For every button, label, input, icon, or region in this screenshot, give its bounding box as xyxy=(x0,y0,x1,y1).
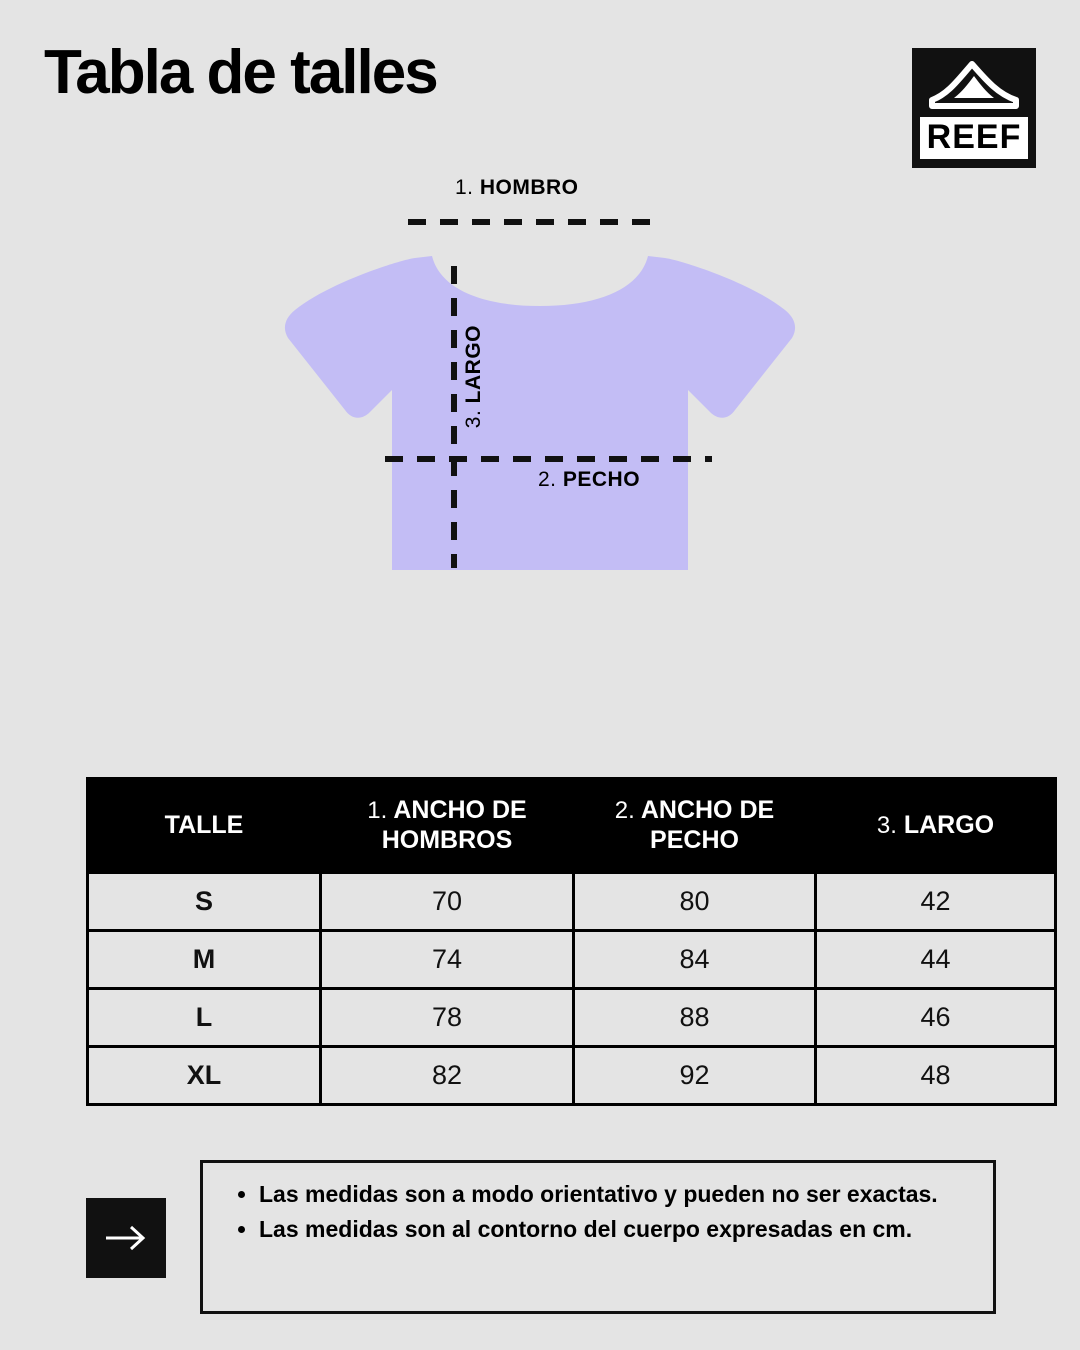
notes-box xyxy=(200,1160,996,1314)
diagram-label-shoulder-text: HOMBRO xyxy=(479,176,579,199)
cell-hombros: 82 xyxy=(321,1047,574,1105)
column-header-largo-text: LARGO xyxy=(903,810,995,839)
tshirt-diagram xyxy=(0,170,1080,610)
arrow-badge xyxy=(86,1198,166,1278)
cell-hombros: 70 xyxy=(321,873,574,931)
page-title: Tabla de talles xyxy=(44,38,437,107)
table-row xyxy=(88,931,1056,989)
table-row xyxy=(88,989,1056,1047)
column-header-talle xyxy=(88,779,321,873)
cell-talle: XL xyxy=(88,1047,321,1105)
cell-talle: M xyxy=(88,931,321,989)
column-header-largo-number: 3. xyxy=(876,811,897,839)
arrow-right-icon xyxy=(103,1223,149,1253)
tshirt-illustration xyxy=(0,170,1080,610)
cell-largo: 46 xyxy=(816,989,1056,1047)
column-header-ancho-pecho xyxy=(574,779,816,873)
cell-largo: 48 xyxy=(816,1047,1056,1105)
reef-mountain-icon xyxy=(928,54,1020,110)
column-header-ancho-hombros xyxy=(321,779,574,873)
cell-hombros: 78 xyxy=(321,989,574,1047)
diagram-label-length-text: LARGO xyxy=(462,325,485,404)
table-row xyxy=(88,873,1056,931)
diagram-label-shoulder xyxy=(455,176,579,200)
column-header-ancho-hombros-text: ANCHO DE HOMBROS xyxy=(381,796,527,854)
column-header-talle-text: TALLE xyxy=(164,810,244,839)
note-item: • Las medidas son a modo orientativo y pueden no ser exactas. xyxy=(259,1179,971,1210)
cell-largo: 44 xyxy=(816,931,1056,989)
diagram-label-chest-text: PECHO xyxy=(562,468,641,491)
column-header-ancho-hombros-number: 1. xyxy=(367,797,388,824)
cell-pecho: 88 xyxy=(574,989,816,1047)
cell-pecho: 84 xyxy=(574,931,816,989)
cell-pecho: 92 xyxy=(574,1047,816,1105)
column-header-largo xyxy=(816,779,1056,873)
diagram-label-shoulder-number: 1. xyxy=(455,176,474,199)
cell-hombros: 74 xyxy=(321,931,574,989)
column-header-ancho-pecho-text: ANCHO DE PECHO xyxy=(640,796,775,854)
brand-wordmark: REEF xyxy=(917,114,1032,162)
table-row xyxy=(88,1047,1056,1105)
column-header-ancho-pecho-number: 2. xyxy=(614,797,635,824)
diagram-label-length-number: 3. xyxy=(462,409,485,429)
brand-logo xyxy=(912,48,1036,168)
table-header-row xyxy=(88,779,1056,873)
diagram-label-length xyxy=(462,325,486,428)
cell-talle: L xyxy=(88,989,321,1047)
size-table xyxy=(86,777,1057,1106)
diagram-label-chest xyxy=(538,468,640,492)
diagram-label-chest-number: 2. xyxy=(538,468,557,491)
cell-pecho: 80 xyxy=(574,873,816,931)
cell-largo: 42 xyxy=(816,873,1056,931)
cell-talle: S xyxy=(88,873,321,931)
note-item: • Las medidas son al contorno del cuerpo expresadas en cm. xyxy=(259,1214,971,1245)
